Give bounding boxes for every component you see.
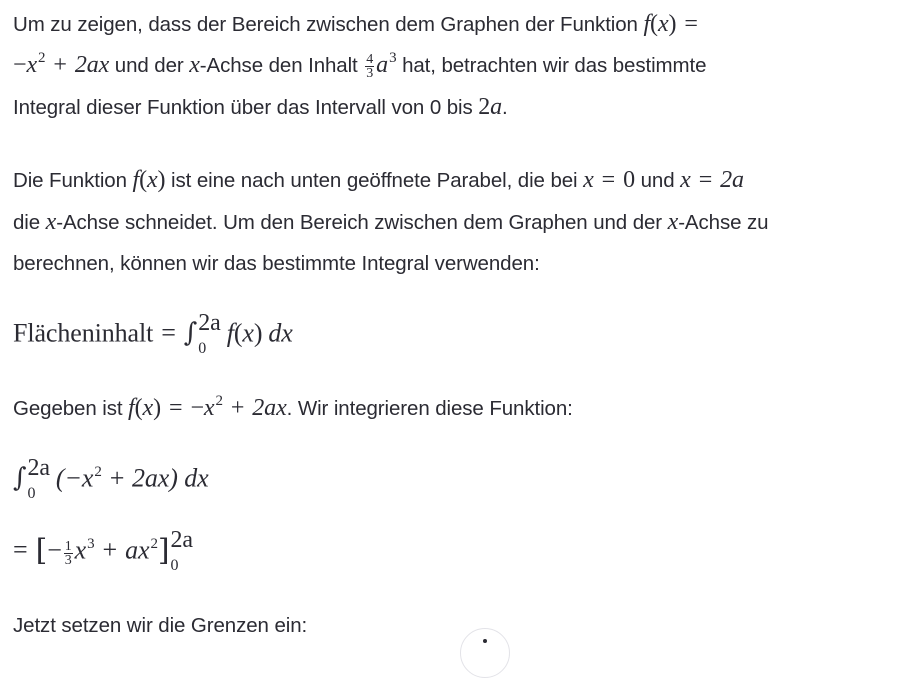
math-f: f: [226, 318, 234, 348]
math-paren: ): [157, 167, 166, 193]
math-x: x: [74, 535, 87, 565]
math-paren: (: [139, 167, 147, 193]
math-exponent: 2: [94, 464, 102, 481]
math-2ax: 2ax: [252, 395, 287, 421]
math-2ax: 2ax: [74, 52, 110, 78]
math-f: f: [128, 395, 135, 421]
integral-sign: ∫: [13, 463, 27, 494]
text: die: [13, 211, 46, 234]
math-a: a: [376, 52, 389, 78]
math-x: x: [146, 167, 158, 193]
math-x: x: [657, 11, 669, 37]
math-paren: (: [650, 11, 658, 37]
formula-area: [13, 310, 293, 357]
math-plus: +: [230, 395, 245, 421]
math-body: (−x: [55, 463, 94, 493]
math-fraction: [64, 540, 73, 567]
math-exponent: 2: [215, 393, 223, 409]
para4-line: [13, 611, 307, 641]
text: berechnen, können wir das bestimmte Integral verwenden:: [13, 252, 540, 275]
text: Die Funktion: [13, 169, 133, 192]
math-x: x: [680, 167, 691, 193]
para3-line: [13, 393, 573, 426]
para2-line1: [13, 165, 744, 196]
math-body: + 2ax) dx: [101, 463, 209, 493]
math-eq: =: [601, 167, 616, 193]
text: und der: [109, 54, 190, 77]
math-dx: dx: [268, 318, 293, 348]
math-eq: =: [161, 318, 176, 348]
math-ax: ax: [125, 535, 150, 565]
text: Um zu zeigen, dass der Bereich zwischen dem Graphen der Funktion: [13, 13, 644, 36]
math-fraction: [365, 53, 374, 80]
text: -Achse zu: [678, 211, 769, 234]
text: . Wir integrieren diese Funktion:: [286, 397, 573, 420]
upper-limit: 2a: [198, 310, 221, 336]
math-x: x: [203, 395, 215, 421]
lower-limit: 0: [27, 485, 36, 502]
text: hat, betrachten wir das bestimmte: [396, 54, 707, 77]
math-paren: ): [153, 395, 161, 421]
math-exponent: 2: [38, 50, 46, 66]
formula-antiderivative: [13, 527, 199, 574]
para2-line3: [13, 249, 540, 279]
math-0: 0: [623, 167, 636, 193]
math-plus: +: [102, 535, 118, 565]
math-minus: −: [13, 52, 27, 78]
math-x: x: [26, 52, 37, 78]
integral-limits: [198, 310, 221, 357]
text: ist eine nach unten geöffnete Parabel, die bei: [165, 169, 584, 192]
integral-sign: ∫: [183, 318, 198, 349]
bracket-limits: [170, 527, 193, 574]
para1-line2: [13, 50, 706, 83]
math-eq: =: [13, 535, 28, 565]
math-exponent: 2: [150, 536, 158, 553]
math-eq: =: [169, 395, 183, 421]
text: Gegeben ist: [13, 397, 129, 420]
math-exponent: 3: [87, 536, 95, 553]
formula-integral: [13, 455, 209, 502]
math-x: x: [583, 167, 594, 193]
math-minus: −: [47, 535, 62, 565]
math-bracket: ]: [157, 533, 170, 568]
integral-limits: [27, 455, 50, 502]
math-paren: ): [668, 11, 677, 37]
frac-den: 3: [366, 66, 374, 82]
math-x: x: [142, 395, 154, 421]
math-minus: −: [190, 395, 204, 421]
math-paren: (: [134, 395, 143, 421]
math-eq: =: [698, 167, 713, 193]
text: -Achse schneidet. Um den Bereich zwischen dem Graphen und der: [56, 211, 668, 234]
dot-icon: [483, 639, 487, 643]
math-2a: 2a: [720, 167, 744, 193]
math-exponent: 3: [389, 50, 397, 66]
math-eq: =: [684, 11, 698, 37]
math-plus: +: [53, 52, 67, 78]
para2-line2: [13, 207, 768, 238]
text: -Achse den Inhalt: [199, 54, 364, 77]
frac-num: 1: [64, 538, 72, 554]
para1-line1: [13, 9, 706, 40]
math-x: x: [242, 318, 254, 348]
math-x: x: [45, 209, 57, 235]
frac-num: 4: [366, 52, 374, 68]
math-x: x: [667, 209, 679, 235]
math-paren: (: [233, 318, 243, 348]
upper-limit: 2a: [27, 455, 50, 481]
para1-line3: [13, 92, 508, 123]
text: und: [635, 169, 681, 192]
upper-limit: 2a: [170, 527, 193, 553]
scroll-down-button[interactable]: [460, 628, 510, 678]
math-f: f: [132, 167, 140, 193]
math-a: a: [490, 94, 503, 120]
math-bracket: [: [35, 533, 48, 568]
math-x: x: [189, 52, 200, 78]
text: Integral dieser Funktion über das Intervall von 0 bis: [13, 96, 479, 119]
text: Jetzt setzen wir die Grenzen ein:: [13, 614, 308, 637]
frac-den: 3: [64, 552, 72, 568]
math-paren: ): [253, 318, 263, 348]
text: .: [502, 96, 508, 119]
lower-limit: 0: [198, 340, 207, 357]
lower-limit: 0: [170, 557, 179, 574]
math-label: Flächeninhalt: [13, 318, 154, 348]
math-f: f: [643, 11, 651, 37]
math-2: 2: [478, 94, 491, 120]
